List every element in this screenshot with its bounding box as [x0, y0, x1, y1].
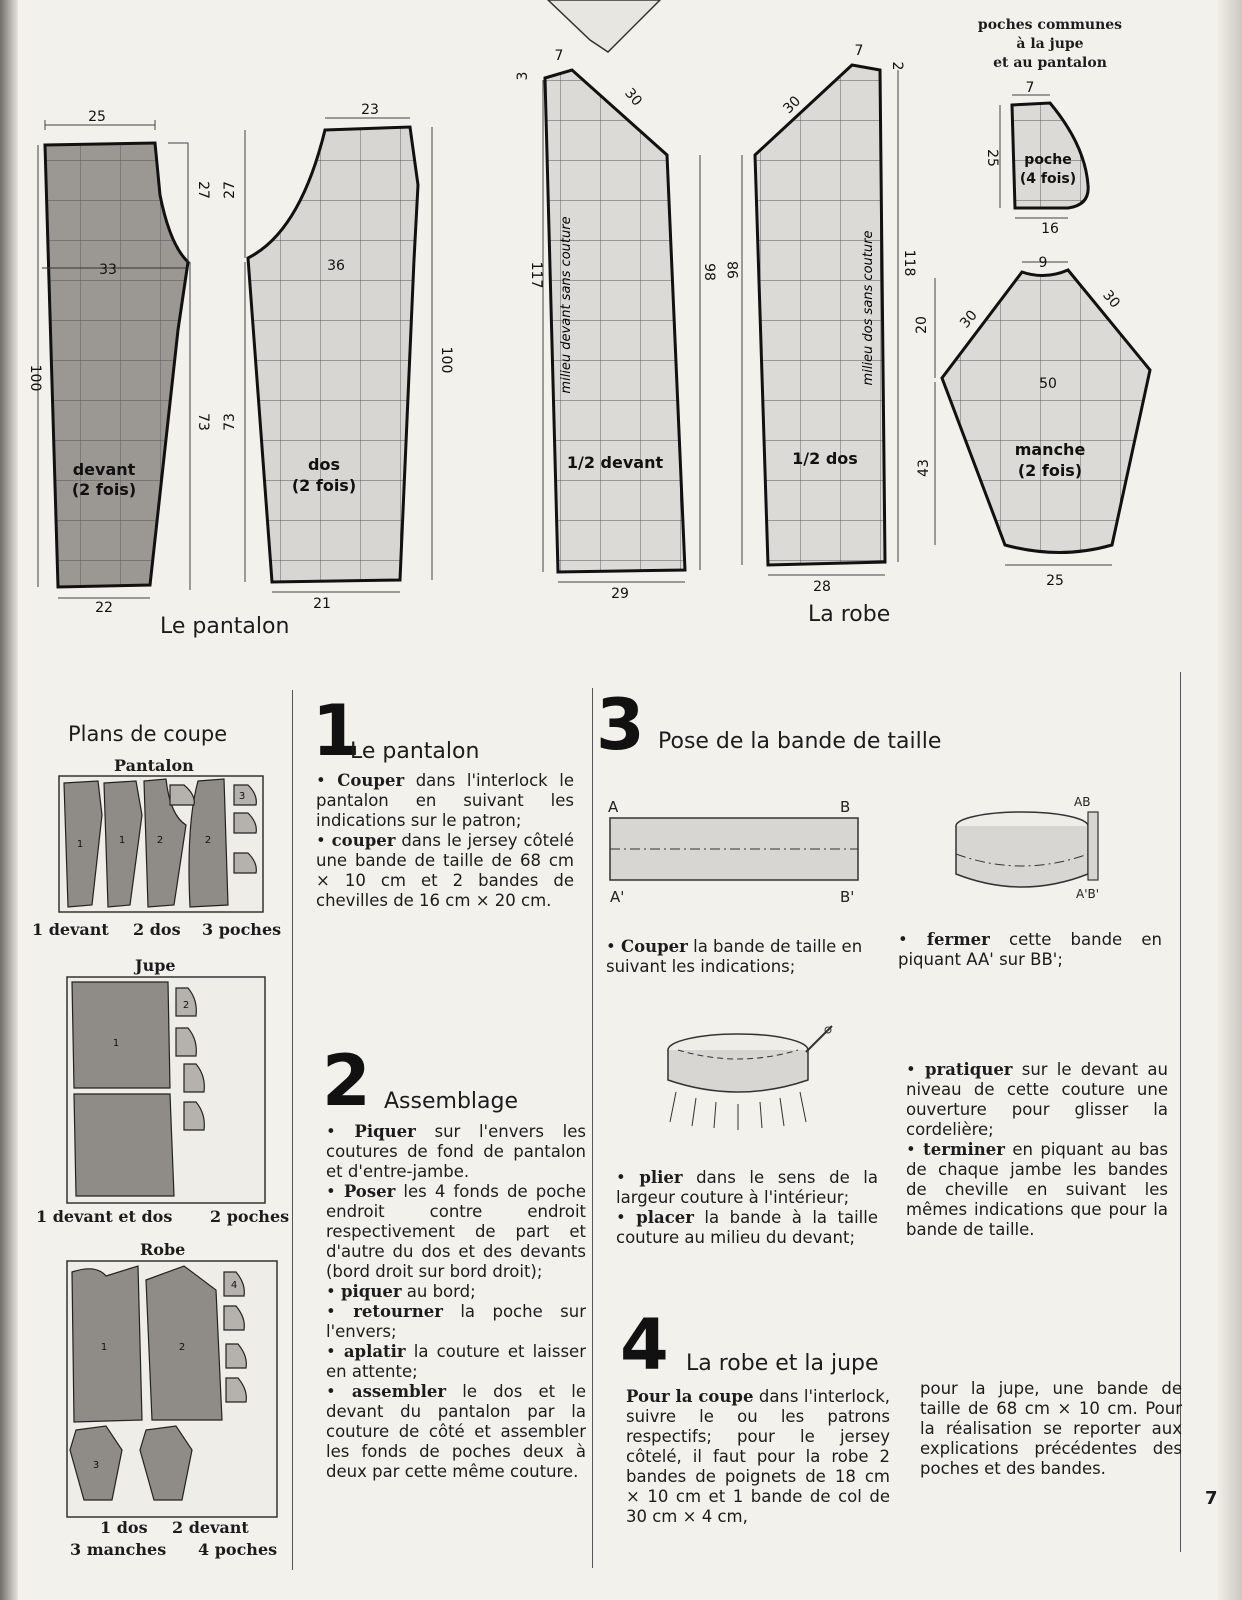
- dim-pdos-side-upper: 27: [222, 181, 238, 199]
- column-divider: [592, 688, 593, 1568]
- pantalon-title: Le pantalon: [160, 614, 290, 639]
- step-2-text: • Piquer sur l'envers les coutures de fond de pantalon et d'entre-jambe. • Poser les 4 fonds de poche endroit contre endroit respectivement de part et d'autre du dos et des devants (bord droit sur bord droit); • piquer au bord; • retourner la poche sur l'envers; • aplatir la couture et laisser en attente; • assembler le dos et le devant du pantalon par la couture de côté et assembler les fonds de poches deux à deux par cette même couture.: [326, 1122, 586, 1481]
- top-illustration-fragment: [548, 0, 660, 52]
- dim-pd-width: 33: [99, 262, 117, 278]
- manche-count: (2 fois): [1017, 461, 1083, 480]
- robe-devant-fold: milieu devant sans couture: [559, 216, 574, 394]
- step-3-title: Pose de la bande de taille: [658, 729, 942, 754]
- pantalon-devant-count: (2 fois): [71, 480, 137, 499]
- plans-jupe-title: Jupe: [135, 956, 176, 975]
- dim-rdos-shoulder: 30: [780, 93, 805, 118]
- dim-pd-side-upper: 27: [195, 181, 211, 199]
- dim-pd-top: 25: [88, 109, 106, 125]
- dim-poche-height: 25: [984, 149, 1000, 167]
- band-label-b: B: [840, 798, 851, 816]
- pantalon-devant-label: devant: [72, 460, 136, 479]
- poche-label: poche: [1024, 152, 1072, 168]
- dim-rdevant-shoulder: 30: [621, 85, 645, 110]
- plans-jupe-caption-2: 2 poches: [210, 1207, 290, 1226]
- dim-rdos-bottom: 28: [813, 579, 831, 595]
- dim-manche-cap-left: 30: [957, 307, 981, 332]
- dim-rdos-height: 118: [901, 249, 917, 277]
- dim-rdevant-neck-drop: 3: [515, 71, 531, 81]
- step-3-number: 3: [596, 684, 645, 766]
- step-1-title: Le pantalon: [350, 739, 480, 764]
- plans-pantalon-diagram: [58, 775, 264, 913]
- dim-pd-height: 100: [27, 364, 43, 392]
- robe-devant-label: 1/2 devant: [566, 453, 664, 472]
- step-3-text-a: • Couper la bande de taille en suivant les indications;: [606, 937, 863, 976]
- dim-rdevant-side: 98: [701, 263, 717, 281]
- pantalon-dos-label: dos: [308, 455, 340, 474]
- dim-rdos-neck-drop: 2: [889, 61, 905, 71]
- band-ring-illustration: [950, 790, 1130, 910]
- step-3-text-b: • fermer cette bande en piquant AA' sur BB';: [898, 930, 1162, 969]
- plans-pantalon-caption-1: 1 devant: [32, 920, 109, 939]
- step-1-number: 1: [312, 690, 361, 772]
- plans-jupe-diagram: [66, 976, 266, 1204]
- plans-pantalon-num: 3: [238, 791, 246, 802]
- plans-robe-title: Robe: [140, 1240, 186, 1259]
- dim-rdos-neck: 7: [854, 43, 864, 59]
- dim-manche-cap-height: 20: [914, 316, 930, 334]
- plans-pantalon-num: 1: [76, 839, 84, 850]
- plans-robe-num: 3: [92, 1460, 100, 1471]
- dim-rdos-side: 98: [726, 261, 742, 279]
- step-4-title: La robe et la jupe: [686, 1351, 879, 1376]
- plans-pantalon-title: Pantalon: [114, 756, 194, 775]
- step-4-number: 4: [620, 1304, 669, 1386]
- ring-label-ab: AB: [1074, 795, 1091, 809]
- manche-label: manche: [1014, 440, 1086, 459]
- step-4-text-left: Pour la coupe dans l'interlock, suivre le ou les patrons respectifs; pour le jersey côtelé, il faut pour la robe 2 bandes de poignets de 18 cm × 10 cm et 1 bande de col de 30 cm × 4 cm,: [626, 1387, 890, 1526]
- step-3-text-c: • plier dans le sens de la largeur couture à l'intérieur; • placer la bande à la taille couture au milieu du devant;: [616, 1168, 878, 1247]
- dim-poche-bottom: 16: [1041, 221, 1059, 237]
- step-1-text: • Couper dans l'interlock le pantalon en suivant les indications sur le patron; • couper dans le jersey côtelé une bande de taille de 68 cm × 10 cm et 2 bandes de chevilles de 16 cm × 20 cm.: [316, 771, 575, 910]
- plans-robe-caption: 2 devant: [172, 1518, 249, 1537]
- ring-label-ab2: A'B': [1076, 887, 1100, 901]
- dim-pdos-height: 100: [438, 346, 454, 374]
- page-number: 7: [1205, 1488, 1218, 1509]
- band-waist-illustration: [656, 1022, 846, 1132]
- dim-pdos-side-lower: 73: [222, 413, 238, 431]
- plans-pantalon-num: 1: [118, 835, 126, 846]
- plans-robe-num: 4: [230, 1280, 238, 1291]
- robe-title: La robe: [808, 602, 891, 627]
- dim-poche-top: 7: [1025, 80, 1035, 96]
- dim-rdevant-height: 117: [528, 261, 544, 289]
- plans-pantalon-num: 2: [156, 835, 164, 846]
- dim-pdos-top: 23: [361, 102, 379, 118]
- step-2-number: 2: [322, 1040, 371, 1122]
- robe-dos-label: 1/2 dos: [792, 449, 858, 468]
- dim-rdevant-bottom: 29: [611, 586, 629, 602]
- plans-jupe-num: 2: [182, 1000, 190, 1011]
- dim-rdevant-neck: 7: [554, 48, 564, 64]
- pattern-drawings: [0, 0, 1242, 660]
- robe-dos-fold: milieu dos sans couture: [861, 230, 876, 386]
- dim-manche-cap-right: 30: [1099, 287, 1123, 312]
- dim-manche-top: 9: [1038, 255, 1048, 271]
- dim-manche-length: 43: [916, 459, 932, 477]
- pantalon-dos-count: (2 fois): [291, 476, 357, 495]
- column-divider: [292, 690, 293, 1570]
- pantalon-dos-piece: [248, 127, 418, 582]
- step-3-text-d: • pratiquer sur le devant au niveau de cette couture une ouverture pour glisser la cordelière; • terminer en piquant au bas de chaque jambe les bandes de cheville en suivant les mêmes indications que pour la bande de taille.: [906, 1060, 1168, 1239]
- plans-robe-caption: 4 poches: [198, 1540, 278, 1559]
- dim-manche-bottom: 25: [1046, 573, 1064, 589]
- band-label-b2: B': [840, 888, 855, 906]
- plans-pantalon-caption-3: 3 poches: [202, 920, 282, 939]
- plans-robe-caption: 3 manches: [70, 1540, 167, 1559]
- band-flat-illustration: [604, 792, 874, 912]
- band-label-a2: A': [610, 888, 625, 906]
- plans-robe-diagram: [66, 1260, 278, 1518]
- plans-robe-num: 1: [100, 1342, 108, 1353]
- dim-pdos-width: 36: [327, 258, 345, 274]
- poche-count: (4 fois): [1019, 171, 1077, 187]
- dim-manche-width: 50: [1039, 376, 1057, 392]
- plans-pantalon-caption-2: 2 dos: [133, 920, 181, 939]
- pantalon-devant-piece: [42, 143, 188, 587]
- plans-jupe-caption-1: 1 devant et dos: [36, 1207, 173, 1226]
- plans-title: Plans de coupe: [68, 722, 228, 746]
- plans-robe-caption: 1 dos: [100, 1518, 148, 1537]
- plans-robe-num: 2: [178, 1342, 186, 1353]
- dim-pd-side-lower: 73: [195, 413, 211, 431]
- pockets-common-note: poches communes à la jupe et au pantalon: [977, 17, 1123, 71]
- band-label-a: A: [608, 798, 619, 816]
- step-2-title: Assemblage: [384, 1089, 518, 1114]
- plans-pantalon-num: 2: [204, 835, 212, 846]
- step-4-text-right: pour la jupe, une bande de taille de 68 cm × 10 cm. Pour la réalisation se reporter aux explications précédentes des poches et des bandes.: [920, 1379, 1182, 1478]
- plans-jupe-num: 1: [112, 1038, 120, 1049]
- dim-pdos-bottom: 21: [313, 596, 331, 612]
- dim-pd-bottom: 22: [95, 600, 113, 616]
